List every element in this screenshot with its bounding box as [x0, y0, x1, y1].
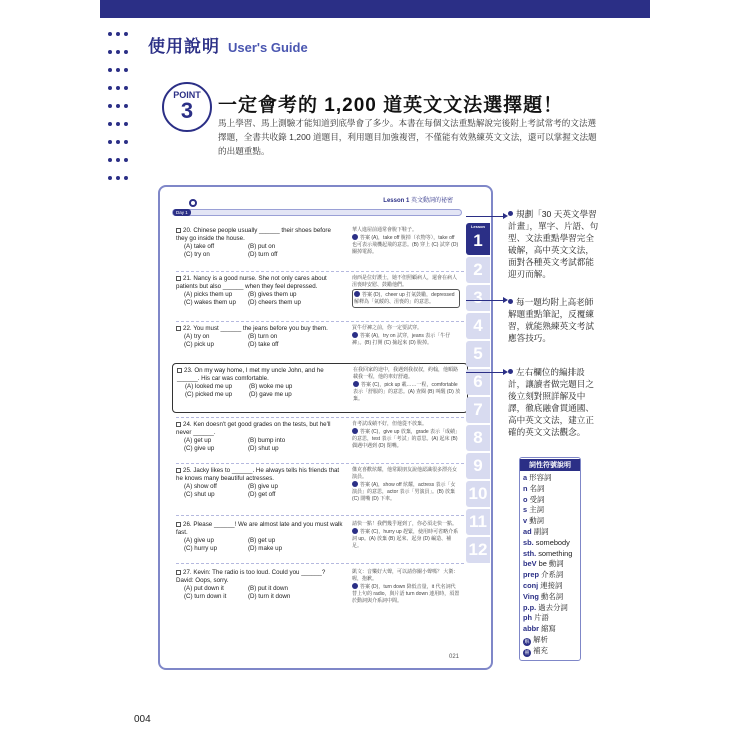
legend-row: ph 片語 — [523, 613, 549, 623]
lesson-tab-7: 7 — [466, 397, 490, 423]
lesson-tab-3: 3 — [466, 285, 490, 311]
checkbox-icon — [176, 228, 181, 233]
answer-explanation: 答案 (C)，pick up 載……一程，comfortable 表示「舒服的」的意思。(A) 查閱 (B) 叫醒 (D) 放棄。 — [353, 382, 461, 402]
question-24 — [176, 421, 464, 461]
intro-paragraph: 馬上學習、馬上測驗才能知道到底學會了多少。本書在每個文法重點解說完後附上考試常考的文法選擇題，全書共收錄 1,200 道題目，利用題目加強複習，不僅能有效熟練英文文法，還可以掌握文法題的出題重點。 — [218, 118, 597, 156]
lesson-tab-2: 2 — [466, 257, 490, 283]
point-label: POINT — [173, 90, 201, 100]
question-21 — [176, 275, 464, 315]
option: (B) give up — [248, 483, 278, 490]
option: (C) picked me up — [185, 391, 233, 398]
question-text: 23. On my way home, I met my uncle John, and he ______. His car was comfortable. — [177, 367, 324, 382]
legend-row: conj 連接詞 — [523, 580, 563, 590]
answer-icon — [352, 234, 358, 240]
lesson-tab-11: 11 — [466, 509, 490, 535]
location-pin-icon — [189, 199, 197, 207]
checkbox-icon — [176, 422, 181, 427]
translation-note: 傑克喜歡炫耀，他常跟朋友說他認識很多漂亮女演員。 — [352, 467, 458, 480]
option: (C) shut up — [184, 491, 215, 498]
lesson-tab-4: 4 — [466, 313, 490, 339]
option: (C) pick up — [184, 341, 214, 348]
supplement-symbol-icon: 補 — [524, 649, 530, 656]
option: (B) woke me up — [249, 383, 293, 390]
header-title-cn: 使用說明 — [148, 37, 220, 56]
option: (D) gave me up — [249, 391, 292, 398]
answer-icon — [353, 381, 359, 387]
legend-row: abbr 縮寫 — [523, 624, 556, 634]
legend-row: o 受詞 — [523, 494, 545, 504]
analysis-symbol-icon: 解 — [524, 638, 530, 645]
option: (C) try on — [184, 251, 210, 258]
legend-row: sb. somebody — [523, 537, 570, 547]
pointer-arrow-2 — [466, 300, 504, 301]
option: (D) turn off — [248, 251, 278, 258]
header-title-en: User's Guide — [228, 40, 308, 55]
decorative-dot-grid — [106, 24, 134, 186]
option: (B) turn on — [248, 333, 278, 340]
bullet-icon — [508, 369, 513, 374]
page-folio: 004 — [134, 714, 151, 725]
question-text: 20. Chinese people usually ______ their shoes before they go inside the house. — [176, 227, 331, 242]
question-26 — [176, 521, 464, 561]
checkbox-icon — [176, 468, 181, 473]
option: (D) take off — [248, 341, 279, 348]
divider — [176, 417, 464, 418]
bullet-icon — [508, 211, 513, 216]
question-22 — [176, 325, 464, 365]
checkbox-icon — [176, 570, 181, 575]
legend-title: 詞性符號說明 — [520, 459, 580, 471]
answer-explanation: 答案 (A)，show off 炫耀，actress 表示「女演員」的意思，actor 表示「男演員」。(B) 放棄 (C) 閉嘴 (D) 下車。 — [352, 482, 456, 502]
legend-row: 補 補充 — [524, 645, 548, 656]
option: (A) take off — [184, 243, 215, 250]
lesson-label: Lesson 1 — [383, 198, 410, 204]
point-badge — [162, 82, 212, 132]
answer-icon — [352, 428, 358, 434]
day-progress-bar — [172, 209, 462, 216]
question-text: 21. Nancy is a good nurse. She not only cares about patients but also ______ when they feel depressed. — [176, 275, 327, 290]
option: (A) looked me up — [185, 383, 233, 390]
answer-explanation: 答案 (C)，give up 放棄，grade 表示「成績」的意思，test 表示「考試」的意思。(A) 起床 (B) 偶遇中遇到 (D) 閉嘴。 — [352, 429, 458, 449]
lesson-tab-5: 5 — [466, 341, 490, 367]
section-header — [148, 32, 308, 57]
translation-note: 在我回家的途中，我遇到我叔叔，約翰，他順路載我一程，他的車好舒適。 — [353, 367, 459, 380]
checkbox-icon — [177, 368, 182, 373]
bullet-icon — [508, 299, 513, 304]
legend-row: ad 副詞 — [523, 526, 549, 536]
checkbox-icon — [176, 522, 181, 527]
divider — [176, 321, 464, 322]
pointer-arrow-3 — [466, 372, 504, 373]
pointer-arrow-1 — [466, 216, 504, 217]
checkbox-icon — [176, 326, 181, 331]
answer-icon — [354, 291, 360, 297]
option: (C) turn down it — [184, 593, 227, 600]
translation-note: 凱文：音樂好大聲，可以請你關小聲嗎？ 大衛：喔，抱歉。 — [352, 569, 459, 582]
option: (D) get off — [248, 491, 276, 498]
divider — [176, 271, 464, 272]
lesson-tab-9: 9 — [466, 453, 490, 479]
answer-icon — [352, 528, 358, 534]
lesson-tabs — [466, 223, 492, 565]
sample-book-page — [158, 185, 493, 670]
part-of-speech-legend — [519, 457, 581, 661]
answer-explanation: 答案 (D)，turn down 降低音量，it 代名詞代替上句的 radio，與片語 turn down 連用時，須置於動詞與介系詞中間。 — [352, 584, 460, 604]
option: (A) try on — [184, 333, 210, 340]
option: (D) cheers them up — [248, 299, 301, 306]
legend-row: beV be 動詞 — [523, 559, 564, 569]
option: (C) give up — [184, 445, 215, 452]
option: (A) picks them up — [184, 291, 233, 298]
option: (A) show off — [184, 483, 217, 490]
point-number: 3 — [180, 98, 194, 123]
option: (A) get up — [184, 437, 212, 444]
question-text: 22. You must ______ the jeans before you buy them. — [176, 325, 344, 333]
feature-note-1: 規劃「30 天英文學習計畫」，單字、片語、句型、文法重點學習完全破解，高中英文文法，面對各種英文考試都能迎刃而解。 — [508, 209, 599, 279]
lesson-title: 英文動詞的祕密 — [410, 198, 453, 204]
lesson-tab-label: Lesson — [470, 224, 485, 229]
question-27 — [176, 569, 464, 609]
option: (C) wakes them up — [184, 299, 236, 306]
answer-icon — [352, 583, 358, 589]
option: (B) put it down — [248, 585, 288, 592]
legend-row: 解 解析 — [524, 634, 548, 645]
book-page-number: 021 — [448, 654, 459, 660]
answer-icon — [352, 332, 358, 338]
answer-explanation: 答案 (A)，take off 脫掉（衣物等），take off 也可表示飛機起飛的意思。(B) 穿上 (C) 試穿 (D) 關掉電源。 — [352, 235, 459, 255]
option: (D) make up — [248, 545, 283, 552]
lesson-tab-10: 10 — [466, 481, 490, 507]
lesson-tab-6: 6 — [466, 369, 490, 395]
option: (B) bump into — [248, 437, 286, 444]
option: (D) shut up — [248, 445, 279, 452]
question-text: 24. Ken doesn't get good grades on the tests, but he'll never ______. — [176, 421, 331, 436]
question-20 — [176, 227, 464, 267]
lesson-header — [383, 195, 453, 204]
question-text: 26. Please ______! We are almost late and you must walk fast. — [176, 521, 343, 536]
legend-row: Ving 動名詞 — [523, 591, 564, 601]
feature-note-2: 每一題均附上高老師解題重點筆記，反覆練習，就能熟練英文考試應答技巧。 — [508, 297, 594, 343]
question-text: 27. Kevin: The radio is too loud. Could you ______? David: Oops, sorry. — [176, 569, 326, 584]
translation-note: 肯考試成績不好，但他從不放棄。 — [352, 421, 428, 427]
divider — [176, 563, 464, 564]
answer-icon — [352, 481, 358, 487]
option: (B) put on — [248, 243, 276, 250]
option: (A) put down it — [184, 585, 224, 592]
day-label: Day 1 — [173, 209, 191, 216]
translation-note: 華人進屋前通常會脫下鞋子。 — [352, 227, 418, 233]
divider — [176, 463, 464, 464]
answer-explanation: 答案 (C)，hurry up 趕緊，使用時可省略介系詞 up。(A) 放棄 (B) 起來、起身 (D) 編造、補足。 — [352, 529, 459, 549]
option: (C) hurry up — [184, 545, 218, 552]
answer-explanation-highlighted: 答案 (D)，cheer up 打氣鼓勵，depressed 解釋為「氣餒的、沮喪的」的意思。 — [352, 289, 460, 308]
legend-row: a 形容詞 — [523, 473, 552, 482]
legend-row: v 動詞 — [523, 516, 544, 526]
translation-note: 南西是位好護士，她不但照顧病人，還會在病人沮喪時安慰、鼓勵他們。 — [352, 275, 458, 288]
lesson-tab-12: 12 — [466, 537, 490, 563]
option: (B) gives them up — [248, 291, 297, 298]
option: (A) give up — [184, 537, 214, 544]
headline: 一定會考的 1,200 道英文文法選擇題！ — [218, 95, 564, 116]
lesson-tab-8: 8 — [466, 425, 490, 451]
divider — [176, 515, 464, 516]
legend-row: n 名詞 — [523, 483, 545, 493]
top-color-bar — [100, 0, 650, 18]
translation-note: 請快一點！我們幾乎遲到了，你必須走快一點。 — [352, 521, 458, 527]
question-25 — [176, 467, 464, 507]
feature-note-3: 左右欄位的編排設計，讓讀者做完題目之後立刻對照詳解及中譯，徹底融會貫通國、高中英文文法，建立正確的英文文法觀念。 — [508, 367, 594, 437]
legend-row: prep 介系詞 — [523, 570, 564, 580]
legend-row: s 主詞 — [523, 505, 544, 515]
lesson-tab-1: Lesson 1 — [466, 223, 490, 255]
legend-row: p.p. 過去分詞 — [523, 602, 568, 612]
option: (D) turn it down — [248, 593, 291, 600]
option: (B) get up — [248, 537, 276, 544]
legend-row: sth. something — [523, 548, 573, 558]
checkbox-icon — [176, 276, 181, 281]
translation-note: 買牛仔褲之前，你一定要試穿。 — [352, 325, 423, 331]
question-23-highlighted — [172, 363, 468, 413]
answer-explanation: 答案 (A)，try on 試穿，jeans 表示「牛仔褲」。(B) 打開 (C) 撿起來 (D) 脫掉。 — [352, 333, 451, 346]
question-text: 25. Jacky likes to ______. He always tells his friends that he knows many beautiful actresses. — [176, 467, 340, 482]
